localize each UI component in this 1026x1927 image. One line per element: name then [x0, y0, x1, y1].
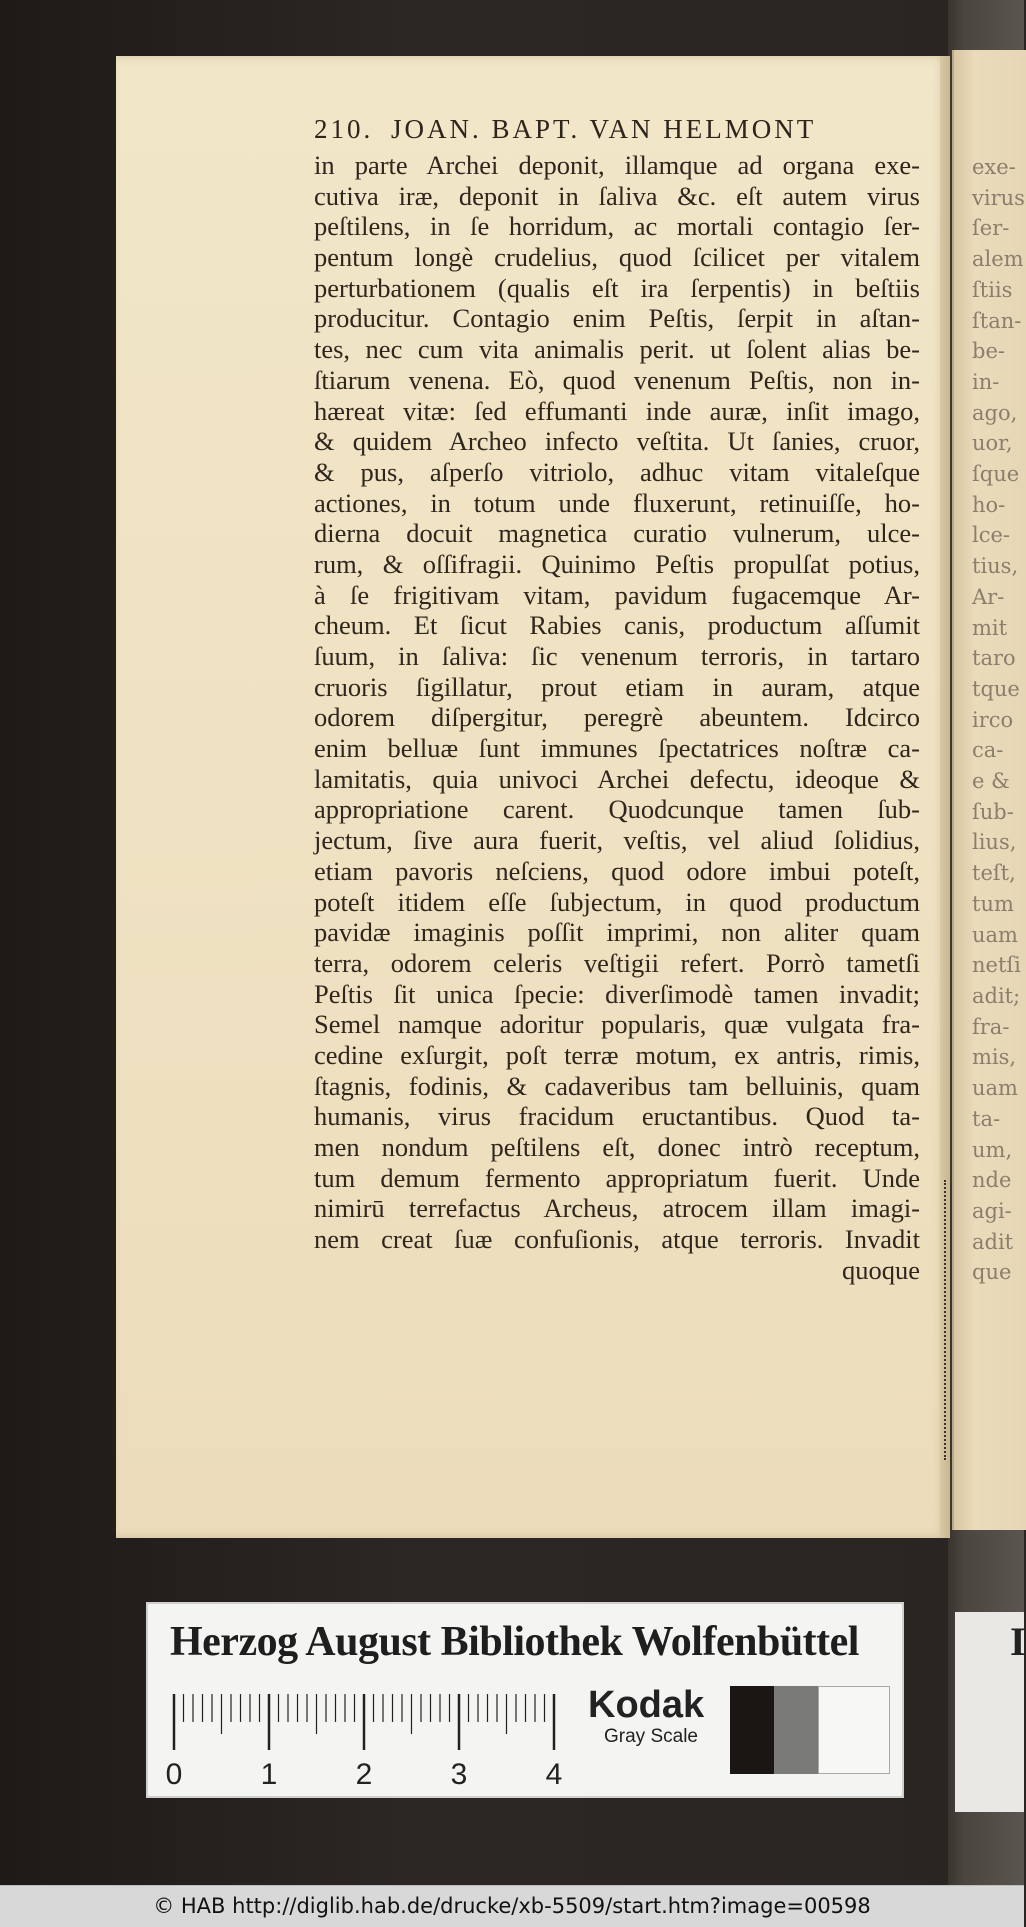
text-line: lamitatis, quia univoci Archei defectu, ideoque & — [314, 763, 920, 794]
copyright-footer: © HAB http://diglib.hab.de/drucke/xb-5509/start.htm?image=00598 — [0, 1885, 1024, 1927]
text-line: perturbationem (qualis eſt ira ſerpentis) in beſtiis — [314, 272, 920, 303]
catchword: quoque — [841, 1254, 920, 1285]
author-name: JOAN. BAPT. VAN HELMONT — [391, 114, 817, 144]
facing-text-fragment: ho- — [972, 492, 1006, 517]
facing-text-fragment: teſt, — [972, 861, 1016, 886]
ruler-number: 1 — [260, 1758, 278, 1791]
facing-text-fragment: be- — [972, 339, 1005, 364]
text-line: cheum. Et ſicut Rabies canis, productum aſſumit — [314, 610, 920, 641]
swatch-black — [730, 1686, 774, 1774]
facing-card-letter: I — [1010, 1619, 1026, 1664]
text-line: à ſe frigitivam vitam, pavidum fugacemque Ar- — [314, 579, 920, 610]
text-line: hæreat vitæ: ſed effumanti inde auræ, inſit imago, — [314, 395, 920, 426]
facing-text-fragment: netſi — [972, 953, 1021, 978]
facing-text-fragment: ta- — [972, 1106, 1001, 1131]
ruler-number: 0 — [165, 1758, 183, 1791]
text-line: producitur. Contagio enim Peſtis, ſerpit in aſtan- — [314, 303, 920, 334]
facing-text-fragment: irco — [972, 707, 1014, 732]
facing-text-fragment: ſub- — [972, 799, 1014, 824]
facing-text-fragment: adit — [972, 1229, 1014, 1254]
gray-scale-label: Gray Scale — [604, 1726, 698, 1747]
ruler-number: 4 — [545, 1758, 563, 1791]
text-line: pavidæ imaginis poſſit imprimi, non aliter quam — [314, 917, 920, 948]
facing-text-fragment: uam — [972, 922, 1018, 947]
text-line: appropriatione carent. Quodcunque tamen ſub- — [314, 794, 920, 825]
facing-text-fragment: agi- — [972, 1198, 1012, 1223]
text-line: cutiva iræ, deponit in ſaliva &c. eſt autem virus — [314, 180, 920, 211]
facing-text-fragment: mis, — [972, 1045, 1017, 1070]
library-name: Herzog August Bibliothek Wolfenbüttel — [170, 1619, 859, 1665]
ruler-number: 3 — [450, 1758, 468, 1791]
facing-text-fragment: adit; — [972, 983, 1021, 1008]
facing-text-fragment: ago, — [972, 400, 1018, 425]
facing-text-fragment: ſque — [972, 462, 1020, 487]
facing-text-fragment: ca- — [972, 738, 1004, 763]
text-line: cedine exſurgit, poſt terræ motum, ex antris, rimis, — [314, 1039, 920, 1070]
facing-text-fragment: tum — [972, 891, 1014, 916]
text-line: nem creat ſuæ confuſionis, atque terroris. Invadit — [314, 1224, 920, 1255]
text-line: etiam pavoris neſciens, quod odore imbui poteſt, — [314, 855, 920, 886]
text-line: cruoris ſigillatur, prout etiam in auram, atque — [314, 671, 920, 702]
text-line: tum demum fermento appropriatum fuerit. Unde — [314, 1162, 920, 1193]
facing-text-fragment: e & — [972, 769, 1010, 794]
body-text — [314, 150, 920, 1285]
text-line: dierna docuit magnetica curatio vulnerum, ulce- — [314, 518, 920, 549]
text-line: humanis, virus fracidum eructantibus. Quod ta- — [314, 1101, 920, 1132]
page-number: 210. — [314, 114, 374, 144]
text-line: men nondum peſtilens eſt, donec intrò receptum, — [314, 1132, 920, 1162]
text-line: Semel namque adoritur popularis, quæ vulgata fra- — [314, 1009, 920, 1040]
text-line: rum, & oſſifragii. Quinimo Peſtis propulſat potius, — [314, 548, 920, 579]
ruler-scale — [165, 1694, 570, 1794]
text-line: peſtilens, in ſe horridum, ac mortali contagio ſer- — [314, 211, 920, 242]
color-calibration-card — [146, 1602, 904, 1798]
kodak-logo: Kodak — [588, 1684, 705, 1726]
text-line: actiones, in totum unde fluxerunt, retinuiſſe, ho- — [314, 487, 920, 518]
facing-text-fragment: virus — [972, 185, 1025, 210]
swatch-gray — [774, 1686, 818, 1774]
facing-text-fragment: alem — [972, 247, 1024, 272]
facing-text-fragment: nde — [972, 1168, 1012, 1193]
facing-text-fragment: tius, — [972, 554, 1019, 579]
text-line: terra, odorem celeris veſtigii refert. Porrò tametſi — [314, 947, 920, 978]
swatch-white — [818, 1686, 890, 1774]
text-line: & pus, aſperſo vitriolo, adhuc vitam vitaleſque — [314, 456, 920, 487]
text-line: & quidem Archeo infecto veſtita. Ut ſanies, cruor, — [314, 426, 920, 457]
facing-text-fragment: in- — [972, 369, 1000, 394]
text-line: enim belluæ ſunt immunes ſpectatrices noſtræ ca- — [314, 733, 920, 764]
facing-text-fragment: fra- — [972, 1014, 1010, 1039]
facing-text-fragment: um, — [972, 1137, 1013, 1162]
text-line: jectum, ſive aura fuerit, veſtis, vel aliud ſolidius, — [314, 825, 920, 856]
running-head — [314, 114, 854, 150]
facing-text-fragment: uor, — [972, 431, 1013, 456]
text-line: Peſtis ſit unica ſpecie: diverſimodè tamen invadit; — [314, 978, 920, 1009]
facing-text-fragment: lce- — [972, 523, 1011, 548]
facing-text-fragment: taro — [972, 646, 1016, 671]
facing-text-fragment: ſtiis — [972, 277, 1013, 302]
facing-text-fragment: Ar- — [972, 584, 1005, 609]
facing-text-fragment: tque — [972, 676, 1020, 701]
text-line: poteſt itidem eſſe ſubjectum, in quod productum — [314, 886, 920, 917]
facing-text-fragment: ſer- — [972, 216, 1010, 241]
text-line: in parte Archei deponit, illamque ad organa exe- — [314, 150, 920, 180]
facing-page-text — [972, 152, 1024, 1288]
text-line: pentum longè crudelius, quod ſcilicet per vitalem — [314, 242, 920, 273]
facing-text-fragment: que — [972, 1260, 1012, 1285]
facing-text-fragment: lius, — [972, 830, 1017, 855]
facing-text-fragment: exe- — [972, 155, 1016, 179]
facing-text-fragment: ſtan- — [972, 308, 1022, 333]
text-line: odorem diſpergitur, peregrè abeuntem. Idcirco — [314, 702, 920, 733]
margin-marks — [944, 1180, 950, 1460]
text-line: ſuum, in ſaliva: ſic venenum terroris, in tartaro — [314, 641, 920, 671]
text-line: ſtagnis, fodinis, & cadaveribus tam belluinis, quam — [314, 1070, 920, 1101]
text-line: ſtiarum venena. Eò, quod venenum Peſtis, non in- — [314, 364, 920, 395]
facing-text-fragment: mit — [972, 615, 1008, 640]
facing-text-fragment: uam — [972, 1076, 1018, 1101]
ruler-number: 2 — [355, 1758, 373, 1791]
text-line: nimirū terrefactus Archeus, atrocem illam imagi- — [314, 1193, 920, 1224]
text-line: tes, nec cum vita animalis perit. ut ſolent alias be- — [314, 334, 920, 365]
